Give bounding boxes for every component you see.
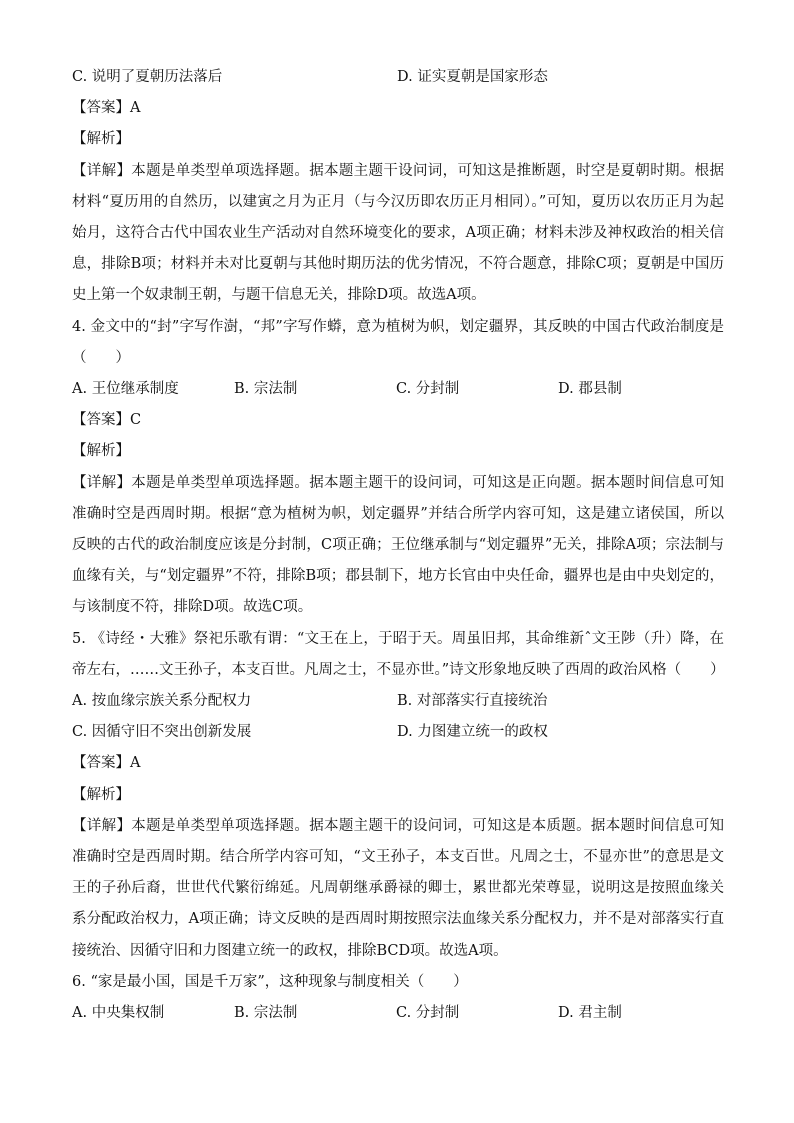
- q5-answer: 【答案】A: [72, 755, 141, 772]
- q5-stem: 5. 《诗经・大雅》祭祀乐歌有谓：“文王在上，于昭于天。周虽旧邦，其命维新ˆ文王陟（升）降，在帝左右，……文王孙子，本支百世。凡周之士，不显亦世。”诗文形象地反映了西周的政治风格（ ）: [72, 630, 725, 678]
- q4-options: [72, 374, 724, 405]
- q6-option-b: B. 宗法制: [234, 1005, 298, 1021]
- q4-option-d: D. 郡县制: [558, 381, 622, 397]
- q4-option-b: B. 宗法制: [234, 381, 298, 397]
- q5-options-cd: [72, 717, 724, 748]
- q5-analysis-label: 【解析】: [72, 786, 130, 803]
- q3-answer: 【答案】A: [72, 100, 141, 117]
- q5-option-a: A. 按血缘宗族关系分配权力: [72, 693, 252, 709]
- exam-page: [72, 62, 724, 1029]
- q5-option-c: C. 因循守旧不突出创新发展: [72, 724, 252, 741]
- q3-detail: 【详解】本题是单类型单项选择题。据本题主题干设问词，可知这是推断题，时空是夏朝时期。根据材料“夏历用的自然历，以建寅之月为正月（与今汉历即农历正月相同）。”可知，夏历以农历正月为起始月，这符合古代中国农业生产活动对自然环境变化的要求，A项正确；材料未涉及神权政治的相关信息，排除B项；材料并未对比夏朝与其他时期历法的优劣情况，不符合题意，排除C项；夏朝是中国历史上第一个奴隶制王朝，与题干信息无关，排除D项。故选A项。: [72, 162, 724, 304]
- q4-stem: 4. 金文中的“封”字写作澍，“邦”字写作蟒，意为植树为帜，划定疆界，其反映的中国古代政治制度是（ ）: [72, 318, 724, 366]
- q5-options-ab: [72, 686, 724, 717]
- q6-stem: 6. “家是最小国，国是千万家”，这种现象与制度相关（ ）: [72, 973, 468, 990]
- q6-option-d: D. 君主制: [558, 1005, 622, 1021]
- q4-detail: 【详解】本题是单类型单项选择题。据本题主题干的设问词，可知这是正向题。据本题时间信息可知准确时空是西周时期。根据“意为植树为帜，划定疆界”并结合所学内容可知，这是建立诸侯国，所以反映的古代的政治制度应该是分封制，C项正确；王位继承制与“划定疆界”无关，排除A项；宗法制与血缘有关，与“划定疆界”不符，排除B项；郡县制下，地方长官由中央任命，疆界也是由中央划定的，与该制度不符，排除D项。故选C项。: [72, 474, 724, 616]
- q4-analysis-label: 【解析】: [72, 443, 130, 460]
- q6-option-c: C. 分封制: [396, 1005, 460, 1021]
- q4-option-a: A. 王位继承制度: [72, 381, 179, 397]
- q4-option-c: C. 分封制: [396, 381, 460, 397]
- q6-options: [72, 998, 724, 1029]
- q3-option-d: D. 证实夏朝是国家形态: [397, 69, 548, 85]
- q3-analysis-label: 【解析】: [72, 131, 130, 148]
- q4-answer: 【答案】C: [72, 412, 142, 429]
- q3-option-c: C. 说明了夏朝历法落后: [72, 69, 223, 85]
- q3-options-cd: [72, 62, 724, 93]
- q6-option-a: A. 中央集权制: [72, 1005, 165, 1021]
- q5-option-b: B. 对部落实行直接统治: [397, 693, 548, 709]
- q5-detail: 【详解】本题是单类型单项选择题。据本题主题干的设问词，可知这是本质题。据本题时间信息可知准确时空是西周时期。结合所学内容可知，“文王孙子，本支百世。凡周之士，不显亦世”的意思是文王的子孙后裔，世世代代繁衍绵延。凡周朝继承爵禄的卿士，累世都光荣尊显，说明这是按照血缘关系分配政治权力，A项正确；诗文反映的是西周时期按照宗法血缘关系分配权力，并不是对部落实行直接统治、因循守旧和力图建立统一的政权，排除BCD项。故选A项。: [72, 817, 724, 959]
- q5-option-d: D. 力图建立统一的政权: [397, 724, 548, 741]
